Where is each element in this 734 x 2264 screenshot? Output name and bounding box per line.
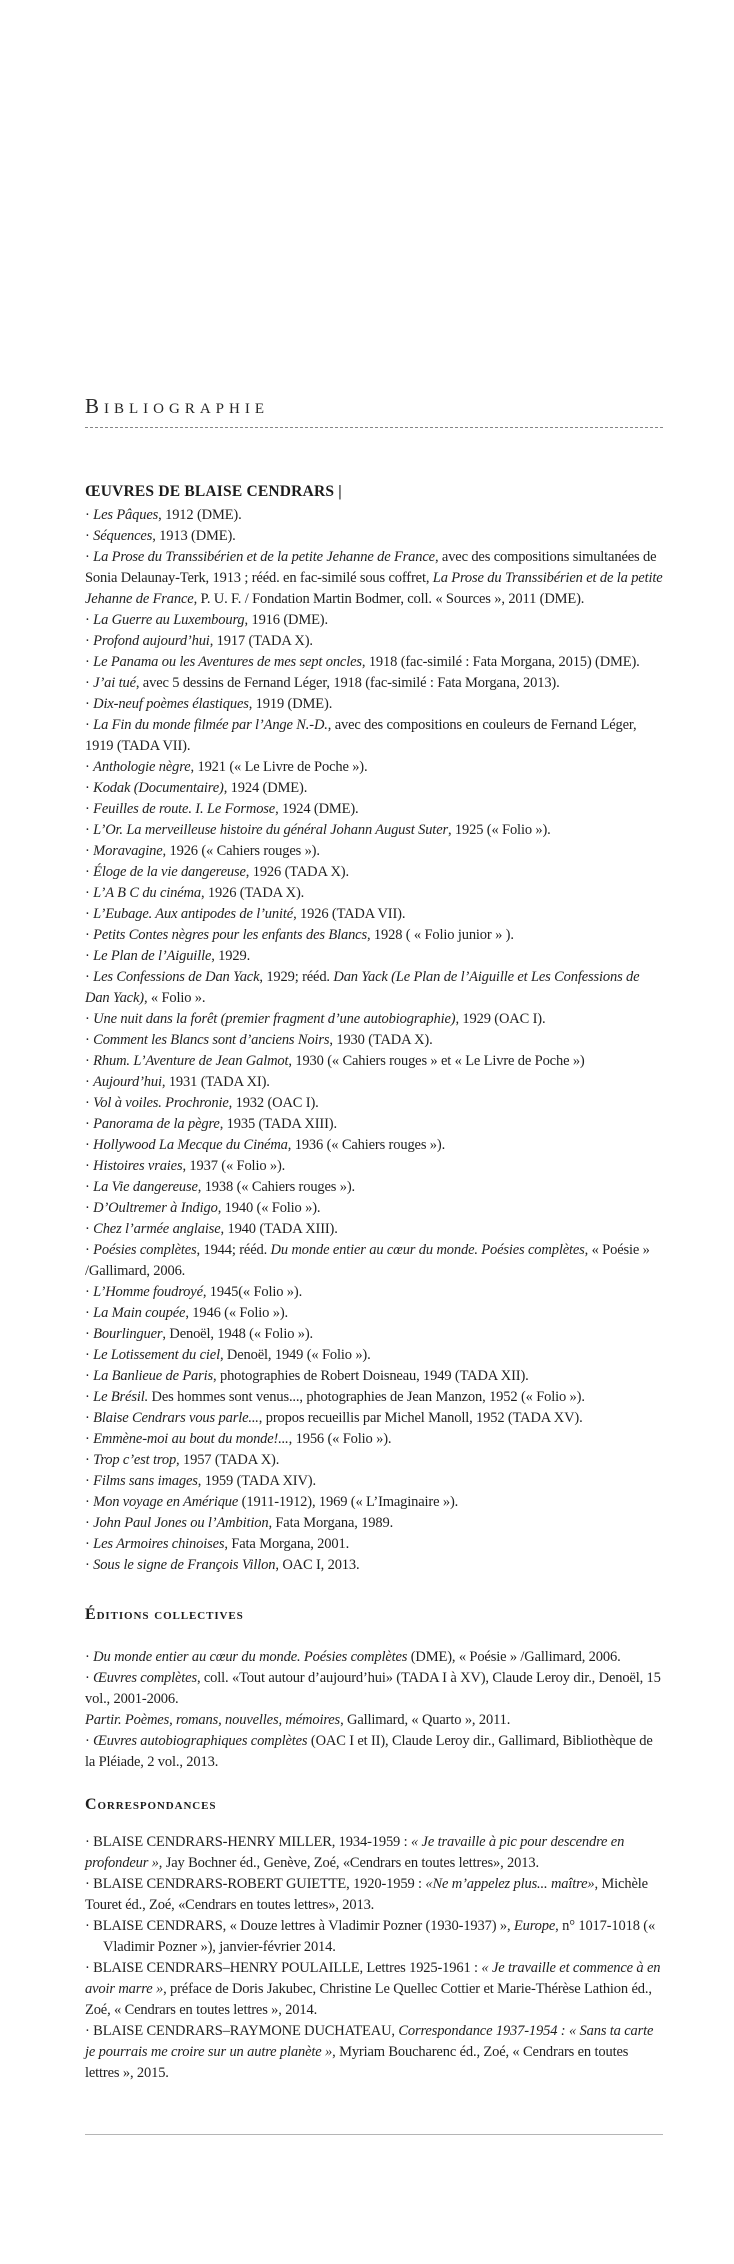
entry-segment: Hollywood La Mecque du Cinéma [93, 1137, 288, 1153]
entry-segment: , 1926 (TADA VII). [293, 906, 406, 922]
entry-bullet: · [85, 1284, 90, 1300]
bib-entry [85, 1471, 663, 1492]
entry-segment: , 1929; rééd. [259, 969, 334, 985]
footer-divider [85, 2134, 663, 2135]
bib-entry [85, 862, 663, 883]
entry-segment: , 1924 (DME). [223, 780, 308, 796]
section-heading: Correspondances [85, 1796, 217, 1813]
entry-segment: , Jay Bochner éd., Genève, Zoé, «Cendrars en toutes lettres», 2013. [158, 1855, 539, 1871]
bib-entry [85, 1093, 663, 1114]
bib-entry [85, 1874, 663, 1916]
bibliography-list [85, 1832, 663, 2084]
entry-bullet: · [85, 1876, 90, 1892]
entry-segment: Dan Yack (Le Plan de l’Aiguille et Les Confessions de Dan Yack) [85, 969, 640, 1006]
entry-bullet: · [85, 1053, 90, 1069]
entry-segment: Comment les Blancs sont d’anciens Noirs [93, 1032, 330, 1048]
entry-segment: BLAISE CENDRARS-ROBERT GUIETTE, 1920-1959 : [93, 1876, 426, 1892]
entry-segment: , 1930 (TADA X). [329, 1032, 433, 1048]
entry-segment: , Myriam Boucharenc éd., Zoé, « Cendrars en toutes lettres », 2015. [85, 2044, 629, 2081]
bib-entry [85, 610, 663, 631]
entry-segment: , Denoël, 1948 (« Folio »). [162, 1326, 314, 1342]
bibliography-list [85, 1647, 663, 1773]
entry-bullet: · [85, 1733, 90, 1749]
bib-entry [85, 904, 663, 925]
entry-segment: , photographies de Robert Doisneau, 1949 (TADA XII). [213, 1368, 529, 1384]
entry-segment: La Main coupée [93, 1305, 186, 1321]
bib-entry [85, 526, 663, 547]
entry-segment: Dix-neuf poèmes élastiques [93, 696, 249, 712]
entry-segment: , 1924 (DME). [275, 801, 359, 817]
entry-segment: Blaise Cendrars vous parle... [93, 1410, 259, 1426]
entry-bullet: · [85, 927, 90, 943]
bib-entry [85, 757, 663, 778]
bib-entry [85, 1958, 663, 2021]
entry-segment: Mon voyage en Amérique [93, 1494, 239, 1510]
entry-segment: Emmène-moi au bout du monde!... [93, 1431, 289, 1447]
entry-bullet: · [85, 1221, 90, 1237]
bib-entry [85, 1429, 663, 1450]
entry-segment: , 1945(« Folio »). [202, 1284, 303, 1300]
bib-entry [85, 631, 663, 652]
entry-segment: «Ne m’appelez plus... maître» [425, 1876, 595, 1892]
bib-entry [85, 1072, 663, 1093]
entry-segment: , 1926 (« Cahiers rouges »). [162, 843, 320, 859]
entry-segment: « Je travaille et commence à en avoir marre » [85, 1960, 661, 1997]
bib-entry [85, 1492, 663, 1513]
bib-entry [85, 1219, 663, 1240]
entry-segment: , 1931 (TADA XI). [161, 1074, 270, 1090]
bib-entry [85, 673, 663, 694]
bib-entry [85, 1282, 663, 1303]
entry-segment: , Michèle Touret éd., Zoé, «Cendrars en toutes lettres», 2013. [85, 1876, 648, 1913]
entry-segment: L’Eubage. Aux antipodes de l’unité [93, 906, 294, 922]
entry-bullet: · [85, 1011, 90, 1027]
entry-segment: Trop c’est trop [93, 1452, 177, 1468]
bib-entry [85, 1513, 663, 1534]
bib-entry [85, 1366, 663, 1387]
entry-segment: BLAISE CENDRARS-HENRY MILLER, 1934-1959 : [93, 1834, 411, 1850]
bib-entry [85, 715, 663, 757]
title-divider-dotted [85, 427, 663, 428]
bib-entry [85, 841, 663, 862]
entry-segment: , 1918 (fac-similé : Fata Morgana, 2015) (DME). [361, 654, 640, 670]
entry-bullet: · [85, 1095, 90, 1111]
bib-entry [85, 1051, 663, 1072]
entry-bullet: · [85, 654, 90, 670]
bib-entry [85, 1114, 663, 1135]
entry-bullet: · [85, 1200, 90, 1216]
entry-segment: Aujourd’hui [93, 1074, 162, 1090]
entry-bullet: · [85, 528, 90, 544]
bib-entry [85, 1198, 663, 1219]
bib-entry [85, 1345, 663, 1366]
entry-segment: (1911-1912), 1969 (« L’Imaginaire »). [238, 1494, 459, 1510]
entry-bullet: · [85, 2023, 90, 2039]
bib-entry [85, 967, 663, 1009]
entry-segment: , 1935 (TADA XIII). [219, 1116, 337, 1132]
entry-segment: Du monde entier au cœur du monde. Poésies complètes [270, 1242, 585, 1258]
entry-bullet: · [85, 549, 90, 565]
entry-segment: , 1937 (« Folio »). [182, 1158, 286, 1174]
bib-entry [85, 925, 663, 946]
entry-segment: Éloge de la vie dangereuse [93, 864, 246, 880]
entry-segment: , 1921 (« Le Livre de Poche »). [190, 759, 368, 775]
entry-segment: Le Brésil. [93, 1389, 149, 1405]
entry-segment: Anthologie nègre [93, 759, 191, 775]
entry-bullet: · [85, 1431, 90, 1447]
bib-entry [85, 946, 663, 967]
entry-segment: Panorama de la pègre [93, 1116, 220, 1132]
entry-segment: Petits Contes nègres pour les enfants des Blancs [93, 927, 367, 943]
bib-entry [85, 883, 663, 904]
entry-segment: La Vie dangereuse [93, 1179, 198, 1195]
entry-segment: , 1929. [211, 948, 251, 964]
entry-bullet: · [85, 780, 90, 796]
entry-segment: Vol à voiles. Prochronie [93, 1095, 229, 1111]
entry-segment: , 1913 (DME). [152, 528, 236, 544]
bib-entry [85, 1387, 663, 1408]
entry-segment: J’ai tué [93, 675, 136, 691]
bib-entry [85, 1647, 663, 1668]
entry-bullet: · [85, 633, 90, 649]
entry-segment: La Prose du Transsibérien et de la petite Jehanne de France [85, 570, 663, 607]
section-heading: Éditions collectives [85, 1606, 244, 1623]
entry-segment: , propos recueillis par Michel Manoll, 1952 (TADA XV). [258, 1410, 583, 1426]
entry-segment: Kodak (Documentaire) [93, 780, 224, 796]
bib-entry [85, 1303, 663, 1324]
entry-bullet: · [85, 507, 90, 523]
entry-bullet: · [85, 969, 90, 985]
entry-segment: Le Lotissement du ciel [93, 1347, 220, 1363]
page-content [85, 394, 663, 2143]
entry-segment: , « Folio ». [143, 990, 206, 1006]
entry-bullet: · [85, 1918, 90, 1934]
bib-entry [85, 694, 663, 715]
section-editions [85, 1604, 663, 1773]
bib-entry [85, 778, 663, 799]
entry-segment: , 1916 (DME). [244, 612, 328, 628]
entry-bullet: · [85, 822, 90, 838]
entry-bullet: · [85, 1834, 90, 1850]
entry-segment: Bourlinguer [93, 1326, 163, 1342]
entry-segment: , 1928 ( « Folio junior » ). [366, 927, 514, 943]
entry-segment: Partir. Poèmes, romans, nouvelles, mémoires [85, 1712, 341, 1728]
entry-segment: , 1912 (DME). [158, 507, 242, 523]
entry-segment: Du monde entier au cœur du monde. Poésies complètes [93, 1649, 408, 1665]
bib-entry [85, 1324, 663, 1345]
bib-entry [85, 1668, 663, 1710]
entry-bullet: · [85, 1074, 90, 1090]
bib-entry [85, 820, 663, 841]
entry-bullet: · [85, 1473, 90, 1489]
bib-entry [85, 1450, 663, 1471]
entry-bullet: · [85, 1670, 90, 1686]
entry-bullet: · [85, 801, 90, 817]
entry-segment: Feuilles de route. I. Le Formose [93, 801, 276, 817]
entry-segment: La Guerre au Luxembourg [93, 612, 245, 628]
entry-bullet: · [85, 1452, 90, 1468]
bib-entry [85, 1408, 663, 1429]
bib-entry [85, 1710, 663, 1731]
entry-segment: Les Armoires chinoises [93, 1536, 225, 1552]
entry-segment: La Fin du monde filmée par l’Ange N.-D. [93, 717, 328, 733]
entry-segment: , Fata Morgana, 1989. [268, 1515, 394, 1531]
entry-bullet: · [85, 612, 90, 628]
entry-bullet: · [85, 1389, 90, 1405]
entry-segment: Le Panama ou les Aventures de mes sept oncles [93, 654, 362, 670]
entry-segment: L’Homme foudroyé [93, 1284, 203, 1300]
section-oeuvres [85, 481, 663, 1576]
entry-segment: , 1940 (« Folio »). [217, 1200, 321, 1216]
entry-segment: , Gallimard, « Quarto », 2011. [340, 1712, 511, 1728]
entry-segment: La Banlieue de Paris [93, 1368, 214, 1384]
entry-segment: Sous le signe de François Villon [93, 1557, 276, 1573]
entry-segment: L’Or. La merveilleuse histoire du général Johann August Suter [93, 822, 448, 838]
entry-segment: , 1932 (OAC I). [228, 1095, 319, 1111]
entry-segment: Profond aujourd’hui [93, 633, 210, 649]
section-heading: ŒUVRES DE BLAISE CENDRARS | [85, 483, 342, 500]
entry-bullet: · [85, 1410, 90, 1426]
entry-bullet: · [85, 843, 90, 859]
entry-segment: Les Pâques [93, 507, 159, 523]
entry-bullet: · [85, 696, 90, 712]
entry-segment: , 1956 (« Folio »). [288, 1431, 392, 1447]
entry-bullet: · [85, 1116, 90, 1132]
entry-segment: Poésies complètes [93, 1242, 197, 1258]
bib-entry [85, 1009, 663, 1030]
entry-segment: , 1946 (« Folio »). [185, 1305, 288, 1321]
page-title: Bibliographie [85, 394, 269, 418]
entry-segment: Europe [513, 1918, 556, 1934]
entry-segment: , coll. «Tout autour d’aujourd’hui» (TADA I à XV), Claude Leroy dir., Denoël, 15 vol., 2001-2006. [85, 1670, 661, 1707]
entry-segment: , 1930 (« Cahiers rouges » et « Le Livre de Poche ») [288, 1053, 585, 1069]
entry-segment: , « Poésie » /Gallimard, 2006. [85, 1242, 650, 1279]
bib-entry [85, 1240, 663, 1282]
entry-bullet: · [85, 1536, 90, 1552]
entry-bullet: · [85, 948, 90, 964]
entry-segment: BLAISE CENDRARS–HENRY POULAILLE, Lettres 1925-1961 : [93, 1960, 482, 1976]
entry-segment: (OAC I et II), Claude Leroy dir., Gallimard, Bibliothèque de la Pléiade, 2 vol., 2013. [85, 1733, 653, 1770]
entry-segment: Séquences [93, 528, 153, 544]
entry-segment: , 1938 (« Cahiers rouges »). [197, 1179, 356, 1195]
bib-entry [85, 1916, 663, 1958]
entry-segment: , 1925 (« Folio »). [447, 822, 551, 838]
bib-entry [85, 1030, 663, 1051]
entry-bullet: · [85, 1960, 90, 1976]
entry-bullet: · [85, 717, 90, 733]
entry-segment: Chez l’armée anglaise [93, 1221, 221, 1237]
entry-segment: Œuvres autobiographiques complètes [93, 1733, 308, 1749]
bib-entry [85, 1177, 663, 1198]
entry-segment: BLAISE CENDRARS–RAYMONE DUCHATEAU, [93, 2023, 399, 2039]
entry-segment: , 1919 (DME). [248, 696, 333, 712]
bib-entry [85, 799, 663, 820]
entry-bullet: · [85, 1368, 90, 1384]
entry-bullet: · [85, 1649, 90, 1665]
entry-segment: , 1926 (TADA X). [200, 885, 305, 901]
entry-segment: , 1917 (TADA X). [209, 633, 313, 649]
entry-segment: Correspondance 1937-1954 : « Sans ta carte je pourrais me croire sur un autre planète » [85, 2023, 654, 2060]
entry-segment: Rhum. L’Aventure de Jean Galmot [93, 1053, 289, 1069]
bib-entry [85, 1832, 663, 1874]
entry-segment: , 1926 (TADA X). [245, 864, 349, 880]
entry-segment: , 1936 (« Cahiers rouges »). [287, 1137, 446, 1153]
entry-segment: , 1929 (OAC I). [455, 1011, 546, 1027]
entry-segment: « Je travaille à pic pour descendre en profondeur » [85, 1834, 625, 1871]
entry-segment: John Paul Jones ou l’Ambition [93, 1515, 269, 1531]
entry-bullet: · [85, 1179, 90, 1195]
entry-segment: La Prose du Transsibérien et de la petite Jehanne de France [93, 549, 435, 565]
sections [85, 481, 663, 2084]
entry-segment: , avec des compositions en couleurs de Fernand Léger, 1919 (TADA VII). [85, 717, 637, 754]
bib-entry [85, 1534, 663, 1555]
entry-segment: Moravagine [93, 843, 163, 859]
entry-segment: , avec des compositions simultanées de Sonia Delaunay-Terk, 1913 ; rééd. en fac-similé sous coffret, [85, 549, 657, 586]
entry-segment: , préface de Doris Jakubec, Christine Le Quellec Cottier et Marie-Thérèse Lathion éd., Zoé, « Cendrars en toutes lettres », 2014. [85, 1981, 652, 2018]
entry-segment: , OAC I, 2013. [275, 1557, 360, 1573]
entry-bullet: · [85, 1347, 90, 1363]
bib-entry [85, 2021, 663, 2084]
entry-segment: , n° 1017-1018 (« Vladimir Pozner »), janvier-février 2014. [103, 1918, 656, 1955]
entry-bullet: · [85, 864, 90, 880]
entry-bullet: · [85, 1032, 90, 1048]
entry-segment: Films sans images [93, 1473, 198, 1489]
entry-segment: L’A B C du cinéma [93, 885, 201, 901]
entry-segment: Les Confessions de Dan Yack [93, 969, 260, 985]
entry-bullet: · [85, 1326, 90, 1342]
entry-bullet: · [85, 1557, 90, 1573]
entry-segment: , P. U. F. / Fondation Martin Bodmer, coll. « Sources », 2011 (DME). [193, 591, 585, 607]
entry-segment: Une nuit dans la forêt (premier fragment d’une autobiographie) [93, 1011, 456, 1027]
entry-segment: (DME), « Poésie » /Gallimard, 2006. [407, 1649, 621, 1665]
entry-segment: Le Plan de l’Aiguille [93, 948, 212, 964]
entry-segment: D’Oultremer à Indigo [93, 1200, 218, 1216]
entry-segment: , Denoël, 1949 (« Folio »). [219, 1347, 371, 1363]
bib-entry [85, 1731, 663, 1773]
bib-entry [85, 547, 663, 610]
entry-segment: , 1957 (TADA X). [176, 1452, 280, 1468]
entry-segment: , 1944; rééd. [196, 1242, 271, 1258]
entry-segment: BLAISE CENDRARS, « Douze lettres à Vladimir Pozner (1930-1937) », [93, 1918, 514, 1934]
entry-segment: Des hommes sont venus..., photographies de Jean Manzon, 1952 (« Folio »). [148, 1389, 585, 1405]
entry-bullet: · [85, 1158, 90, 1174]
entry-bullet: · [85, 675, 90, 691]
bibliography-list [85, 505, 663, 1576]
section-correspondances [85, 1794, 663, 2084]
entry-segment: , 1940 (TADA XIII). [220, 1221, 338, 1237]
entry-bullet: · [85, 1242, 90, 1258]
entry-segment: , avec 5 dessins de Fernand Léger, 1918 (fac-similé : Fata Morgana, 2013). [135, 675, 560, 691]
bib-entry [85, 652, 663, 673]
entry-segment: Histoires vraies [93, 1158, 183, 1174]
bib-entry [85, 505, 663, 526]
entry-bullet: · [85, 885, 90, 901]
bib-entry [85, 1555, 663, 1576]
entry-bullet: · [85, 1515, 90, 1531]
bib-entry [85, 1156, 663, 1177]
entry-bullet: · [85, 906, 90, 922]
entry-segment: , 1959 (TADA XIV). [197, 1473, 316, 1489]
entry-bullet: · [85, 1137, 90, 1153]
bib-entry [85, 1135, 663, 1156]
entry-bullet: · [85, 1494, 90, 1510]
entry-bullet: · [85, 759, 90, 775]
entry-segment: , Fata Morgana, 2001. [224, 1536, 350, 1552]
entry-segment: Œuvres complètes [93, 1670, 197, 1686]
entry-bullet: · [85, 1305, 90, 1321]
